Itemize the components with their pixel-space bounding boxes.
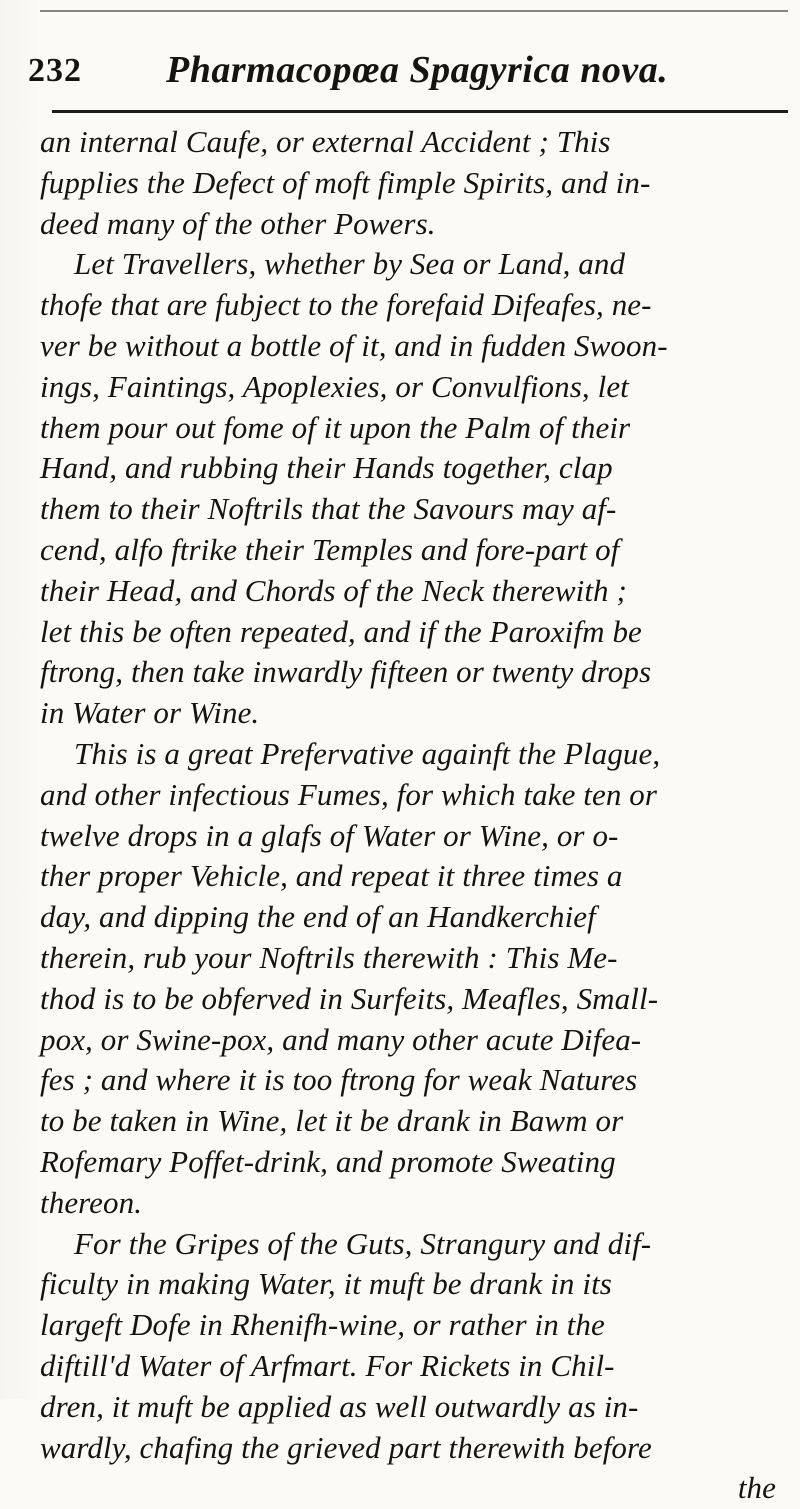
text-line: twelve drops in a glafs of Water or Wine, or o- bbox=[40, 817, 619, 853]
text-line: fes ; and where it is too ftrong for weak Natures bbox=[40, 1062, 638, 1098]
text-line: let this be often repeated, and if the Paroxifm be bbox=[40, 613, 642, 649]
text-line: an internal Caufe, or external Accident ; This bbox=[40, 124, 611, 159]
text-line: Hand, and rubbing their Hands together, clap bbox=[40, 450, 613, 486]
text-line: fupplies the Defect of moft fimple Spirits, and in- bbox=[40, 164, 651, 200]
text-line: diftill'd Water of Arfmart. For Rickets in Chil- bbox=[40, 1347, 615, 1383]
text-line: ther proper Vehicle, and repeat it three times a bbox=[40, 858, 623, 894]
text-line: therein, rub your Noftrils therewith : This Me- bbox=[40, 939, 618, 975]
text-line: day, and dipping the end of an Handkerchief bbox=[40, 899, 596, 935]
text-line: in Water or Wine. bbox=[40, 695, 260, 731]
text-line: ver be without a bottle of it, and in fudden Swoon- bbox=[40, 327, 668, 363]
running-title: Pharmacopœa Spagyrica nova. bbox=[166, 49, 669, 91]
text-line: This is a great Prefervative againft the Plague, bbox=[74, 735, 661, 771]
text-line: Rofemary Poffet-drink, and promote Sweating bbox=[40, 1143, 616, 1179]
text-line: ficulty in making Water, it muft be drank in its bbox=[40, 1266, 612, 1302]
page-number: 232 bbox=[28, 52, 82, 89]
text-line: thofe that are fubject to the forefaid Difeafes, ne- bbox=[40, 287, 652, 323]
text-line: their Head, and Chords of the Neck therewith ; bbox=[40, 572, 627, 608]
body-text bbox=[40, 122, 780, 1509]
header-rule bbox=[52, 110, 788, 113]
text-line: pox, or Swine-pox, and many other acute Difea- bbox=[40, 1021, 642, 1057]
top-border-rule bbox=[40, 10, 788, 12]
text-line: dren, it muft be applied as well outwardly as in- bbox=[40, 1388, 639, 1424]
text-line: wardly, chafing the grieved part therewith before bbox=[40, 1429, 652, 1465]
text-line: to be taken in Wine, let it be drank in Bawm or bbox=[40, 1103, 624, 1139]
text-line: them to their Noftrils that the Savours may af- bbox=[40, 491, 617, 527]
text-line: deed many of the other Powers. bbox=[40, 205, 436, 241]
text-line: ftrong, then take inwardly fifteen or twenty drops bbox=[40, 654, 652, 690]
text-line: and other infectious Fumes, for which take ten or bbox=[40, 776, 658, 812]
text-line: thod is to be obferved in Surfeits, Meafles, Small- bbox=[40, 980, 659, 1016]
text-line: largeft Dofe in Rhenifh-wine, or rather in the bbox=[40, 1307, 605, 1343]
text-line: thereon. bbox=[40, 1184, 143, 1220]
catchword: the bbox=[737, 1470, 776, 1506]
text-line: For the Gripes of the Guts, Strangury and dif- bbox=[74, 1225, 652, 1261]
text-line: cend, alfo ftrike their Temples and fore-part of bbox=[40, 531, 620, 567]
text-line: Let Travellers, whether by Sea or Land, and bbox=[74, 246, 626, 282]
text-line: ings, Faintings, Apoplexies, or Convulfions, let bbox=[40, 368, 629, 404]
page-header bbox=[28, 30, 788, 110]
text-line: them pour out fome of it upon the Palm of their bbox=[40, 409, 631, 445]
